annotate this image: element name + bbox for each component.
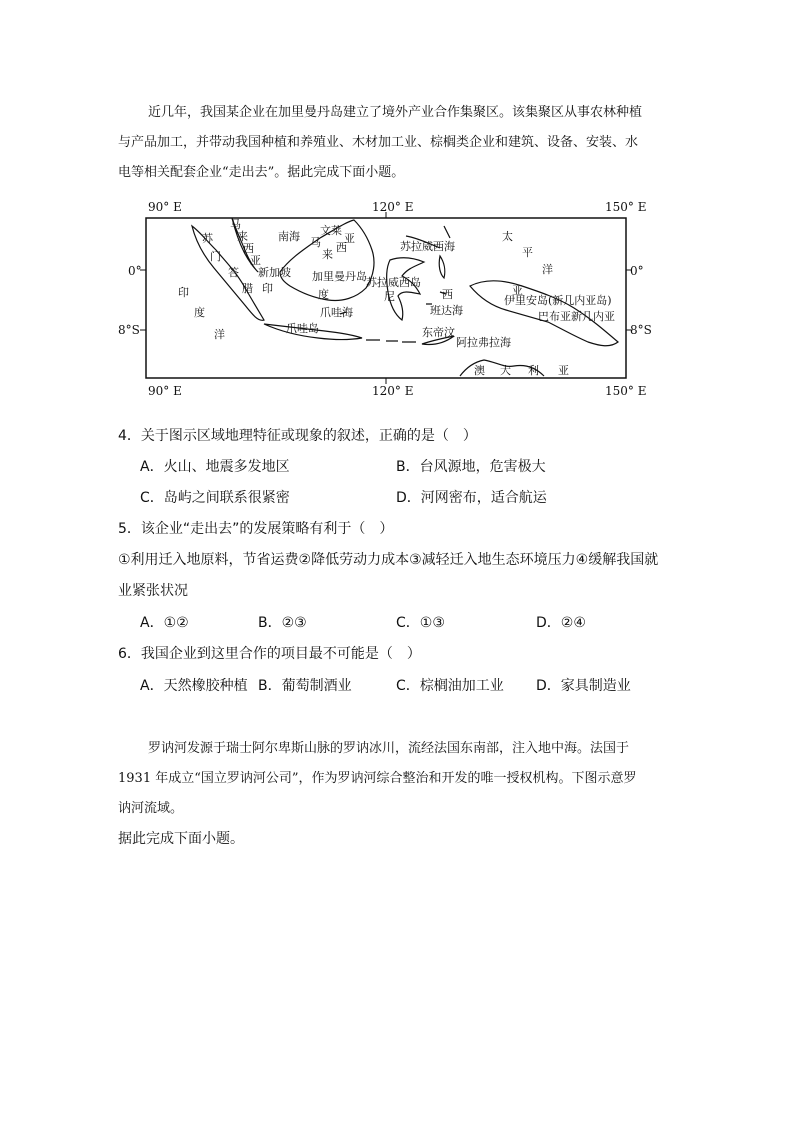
map-svg: [118, 196, 652, 400]
intro-paragraph: [118, 98, 678, 188]
label-su: 苏: [202, 232, 213, 245]
q5-option-a[interactable]: A．①②: [140, 615, 189, 631]
lon-label-90-bottom: 90° E: [148, 384, 182, 398]
label-da: 答: [228, 266, 239, 279]
label-kalimantan: 加里曼丹岛: [312, 270, 367, 283]
passage-2-line-1: 罗讷河发源于瑞士阿尔卑斯山脉的罗讷冰川，流经法国东南部，注入地中海。法国于: [148, 741, 630, 756]
label-timor: 东帝汶: [422, 326, 455, 339]
label-ni: 尼: [384, 290, 395, 303]
label-nanhai: 南海: [278, 230, 300, 243]
label-ya: 亚: [250, 254, 261, 267]
lon-label-90: 90° E: [148, 200, 182, 214]
label-java: 爪哇岛: [286, 322, 319, 335]
label-sulawesi: 苏拉威西岛: [366, 276, 421, 289]
lon-label-120: 120° E: [372, 200, 414, 214]
label-xi2: 西: [336, 241, 347, 254]
label-new-guinea: 伊里安岛(新几内亚岛): [504, 294, 612, 307]
lat-label-8s-right: 8°S: [630, 323, 652, 337]
intro-line-3: 电等相关配套企业“走出去”。据此完成下面小题。: [118, 165, 405, 180]
label-lai2: 来: [322, 248, 333, 261]
label-xi3: 西: [442, 288, 453, 301]
intro-line-1: 近几年，我国某企业在加里曼丹岛建立了境外产业合作集聚区。该集聚区从事农林种植: [148, 105, 643, 120]
label-yang: 洋: [542, 263, 553, 276]
q6-option-c[interactable]: C．棕榈油加工业: [396, 678, 504, 694]
label-li: 利: [528, 364, 539, 377]
q5-option-b[interactable]: B．②③: [258, 615, 307, 631]
q4-option-c[interactable]: C．岛屿之间联系很紧密: [140, 490, 290, 506]
label-banda-sea: 班达海: [430, 304, 463, 317]
question-4-stem: 4．关于图示区域地理特征或现象的叙述，正确的是（ ）: [118, 428, 477, 444]
intro-line-2: 与产品加工，并带动我国种植和养殖业、木材加工业、棕榈类企业和建筑、设备、安装、水: [118, 135, 639, 150]
label-ya3: 亚: [512, 284, 523, 297]
label-java-sea: 爪哇海: [320, 306, 353, 319]
q4-option-d[interactable]: D．河网密布，适合航运: [396, 490, 547, 506]
q5-option-c[interactable]: C．①③: [396, 615, 445, 631]
q6-option-d[interactable]: D．家具制造业: [536, 678, 631, 694]
q5-option-d[interactable]: D．②④: [536, 615, 586, 631]
label-yang2: 洋: [214, 328, 225, 341]
passage-2-line-2: 1931 年成立“国立罗讷河公司”，作为罗讷河综合整治和开发的唯一授权机构。下图示意罗: [118, 771, 637, 786]
southeast-asia-map: [118, 196, 652, 400]
label-yin: 印: [262, 282, 273, 295]
label-ma2: 马: [310, 236, 321, 249]
passage-2-line-4: 据此完成下面小题。: [118, 831, 244, 847]
place-labels: [178, 218, 615, 377]
label-tai: 太: [502, 230, 513, 243]
question-5-choices-line-1: ①利用迁入地原料，节省运费②降低劳动力成本③减轻迁入地生态环境压力④缓解我国就: [118, 552, 659, 568]
lat-label-8s-left: 8°S: [118, 323, 140, 337]
label-sulawesi-sea: 苏拉威西海: [400, 240, 455, 253]
label-arafura: 阿拉弗拉海: [456, 336, 511, 349]
label-ping: 平: [522, 246, 533, 259]
label-du2: 度: [194, 306, 205, 319]
label-ya2: 亚: [344, 232, 355, 245]
question-5-stem: 5．该企业“走出去”的发展策略有利于（ ）: [118, 521, 394, 537]
question-6-stem: 6．我国企业到这里合作的项目最不可能是（ ）: [118, 646, 421, 662]
q4-option-b[interactable]: B．台风源地，危害极大: [396, 459, 546, 475]
label-men: 门: [210, 250, 221, 263]
question-5-choices-line-2: 业紧张状况: [118, 583, 188, 599]
passage-2-line-3: 讷河流域。: [118, 801, 184, 816]
label-ma: 马: [230, 218, 241, 231]
q4-option-a[interactable]: A．火山、地震多发地区: [140, 459, 290, 475]
label-ao: 澳: [474, 364, 485, 377]
q6-option-a[interactable]: A．天然橡胶种植: [140, 678, 248, 694]
label-wenlai: 文莱: [320, 224, 342, 237]
lon-label-120-bottom: 120° E: [372, 384, 414, 398]
label-lai: 来: [237, 230, 248, 243]
label-ya4: 亚: [558, 364, 569, 377]
lat-label-0-left: 0°: [128, 264, 142, 278]
lon-label-150: 150° E: [605, 200, 647, 214]
lat-label-0-right: 0°: [630, 264, 644, 278]
lon-label-150-bottom: 150° E: [605, 384, 647, 398]
label-singapore: 新加坡: [258, 266, 291, 279]
label-png: 巴布亚新几内亚: [538, 310, 615, 323]
label-xi: 西: [243, 242, 254, 255]
label-yin2: 印: [178, 286, 189, 299]
label-du: 度: [318, 288, 329, 301]
label-la: 腊: [242, 282, 253, 295]
q6-option-b[interactable]: B．葡萄制酒业: [258, 678, 352, 694]
passage-2: [118, 734, 678, 854]
label-da2: 大: [500, 364, 511, 377]
